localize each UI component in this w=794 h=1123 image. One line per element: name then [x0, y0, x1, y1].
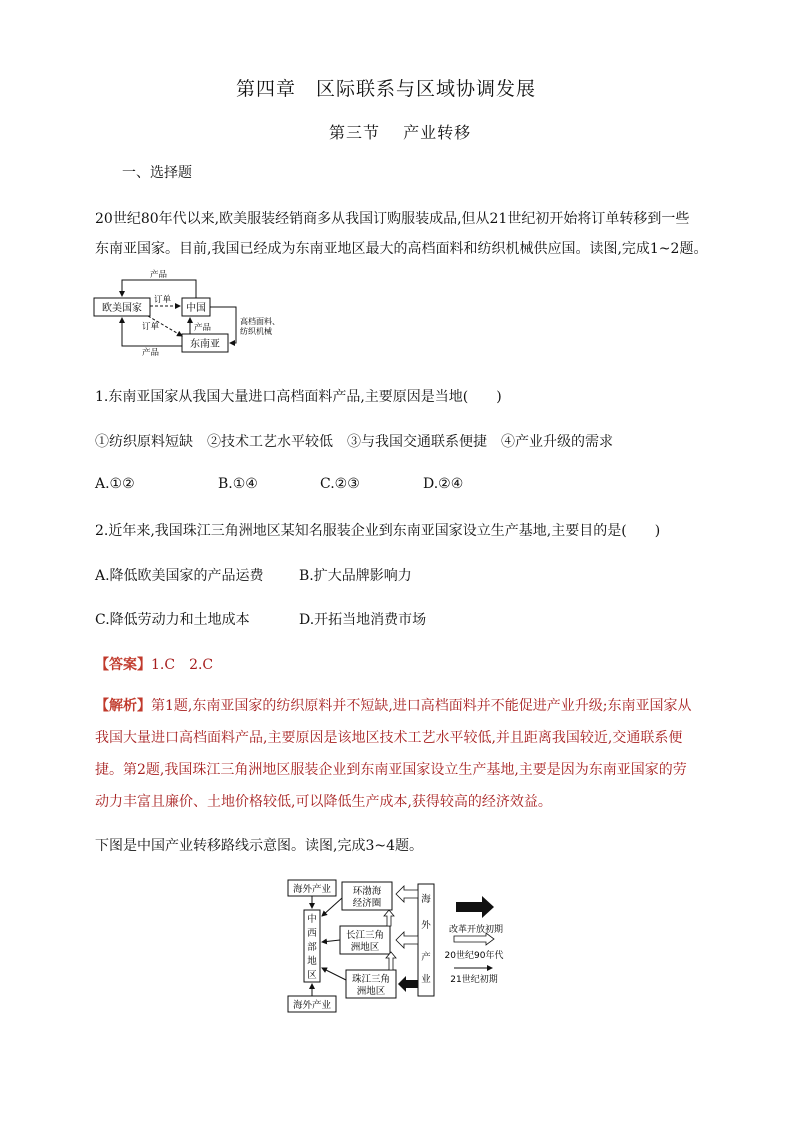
label-overseas-bottom: 海外产业 — [292, 1000, 332, 1011]
legend-label-1: 改革开放初期 — [448, 925, 504, 935]
q2-choice-c: C.降低劳动力和土地成本 — [95, 612, 250, 628]
intro-line-2: 东南亚国家。目前,我国已经成为东南亚地区最大的高档面料和纺织机械供应国。读图,完成1~2题。 — [95, 241, 708, 257]
label-product-top: 产品 — [150, 270, 168, 280]
q2-choice-a: A.降低欧美国家的产品运费 — [95, 568, 264, 584]
svg-text:区: 区 — [307, 970, 317, 981]
node-china-label: 中国 — [186, 303, 206, 314]
trade-flow-diagram — [90, 266, 300, 358]
label-order-1: 订单 — [154, 295, 172, 305]
label-bohai-1: 环渤海 — [352, 886, 382, 897]
chapter-title: 第四章 区际联系与区域协调发展 — [236, 78, 537, 100]
answer-line — [95, 654, 213, 674]
q1-stem: 1.东南亚国家从我国大量进口高档面料产品,主要原因是当地( ) — [95, 389, 502, 405]
hollow-arrow-overseas-yangtze — [396, 932, 418, 948]
part-heading: 一、选择题 — [122, 165, 192, 181]
q1-choice-d: D.②④ — [423, 476, 464, 492]
q2-choice-d: D.开拓当地消费市场 — [299, 612, 427, 628]
industry-transfer-diagram — [284, 876, 520, 1016]
svg-text:外: 外 — [421, 920, 431, 931]
hollow-arrow-pearl-yangtze — [386, 952, 396, 970]
arrow-bohai-cw — [322, 898, 342, 916]
legend-label-2: 20世纪90年代 — [444, 951, 504, 961]
analysis-line-1 — [95, 690, 710, 722]
analysis-line-4: 动力丰富且廉价、土地价格较低,可以降低生产成本,获得较高的经济效益。 — [95, 794, 552, 810]
q2-choice-b: B.扩大品牌影响力 — [299, 568, 412, 584]
label-central-west — [307, 913, 317, 981]
svg-text:产: 产 — [421, 952, 431, 963]
label-fabric-2: 纺织机械 — [240, 327, 272, 336]
svg-text:西: 西 — [307, 928, 317, 939]
label-product-mid: 产品 — [194, 323, 212, 333]
label-overseas-top: 海外产业 — [292, 884, 332, 895]
legend-solid-arrow — [456, 896, 494, 918]
arrow-pearl-cw — [322, 968, 346, 980]
svg-text:地: 地 — [307, 956, 317, 967]
label-order-2: 订单 — [142, 322, 160, 332]
node-sea-label: 东南亚 — [190, 339, 220, 350]
legend-label-3: 21世纪初期 — [450, 975, 498, 985]
label-pearl-2: 洲地区 — [356, 986, 386, 997]
label-fabric-1: 高档面料、 — [240, 317, 280, 326]
analysis-line-2: 我国大量进口高档面料产品,主要原因是该地区技术工艺水平较低,并且距离我国较近,交通联系便 — [95, 730, 683, 746]
svg-text:中: 中 — [307, 914, 317, 925]
svg-text:业: 业 — [421, 974, 431, 985]
node-western-label: 欧美国家 — [102, 303, 142, 314]
analysis-text-1: 第1题,东南亚国家的纺织原料并不短缺,进口高档面料并不能促进产业升级;东南亚国家从 — [151, 698, 692, 714]
svg-text:海: 海 — [421, 894, 431, 905]
label-pearl-1: 珠江三角 — [351, 974, 391, 985]
analysis-line-3: 捷。第2题,我国珠江三角洲地区服装企业到东南亚国家设立生产基地,主要是因为东南亚国家的劳 — [95, 762, 687, 778]
intro-2: 下图是中国产业转移路线示意图。读图,完成3~4题。 — [95, 838, 423, 854]
analysis-label: 【解析】 — [95, 698, 151, 714]
q1-choice-c: C.②③ — [320, 476, 360, 492]
label-yangtze-2: 洲地区 — [350, 942, 380, 953]
q2-stem: 2.近年来,我国珠江三角洲地区某知名服装企业到东南亚国家设立生产基地,主要目的是( ) — [95, 523, 661, 539]
hollow-arrow-overseas-bohai — [396, 886, 418, 902]
label-product-bottom: 产品 — [142, 348, 160, 358]
label-yangtze-1: 长江三角 — [345, 930, 385, 941]
analysis-block — [95, 690, 710, 818]
q1-choice-a: A.①② — [95, 476, 135, 492]
hollow-arrow-yangtze-bohai — [384, 910, 394, 926]
solid-arrow-overseas-pearl — [398, 976, 418, 992]
svg-text:部: 部 — [307, 942, 317, 953]
intro-line-1: 20世纪80年代以来,欧美服装经销商多从我国订购服装成品,但从21世纪初开始将订单转移到一些 — [95, 211, 690, 227]
answer-label: 【答案】 — [95, 657, 151, 673]
arrow-yangtze-cw — [322, 940, 340, 942]
q1-choice-b: B.①④ — [218, 476, 258, 492]
label-bohai-2: 经济圈 — [352, 898, 382, 909]
answer-text: 1.C 2.C — [151, 657, 214, 673]
arrow-fabric — [210, 307, 236, 343]
q1-options: ①纺织原料短缺 ②技术工艺水平较低 ③与我国交通联系便捷 ④产业升级的需求 — [95, 434, 613, 450]
label-overseas-right — [421, 893, 431, 985]
section-title: 第三节 产业转移 — [329, 123, 472, 142]
